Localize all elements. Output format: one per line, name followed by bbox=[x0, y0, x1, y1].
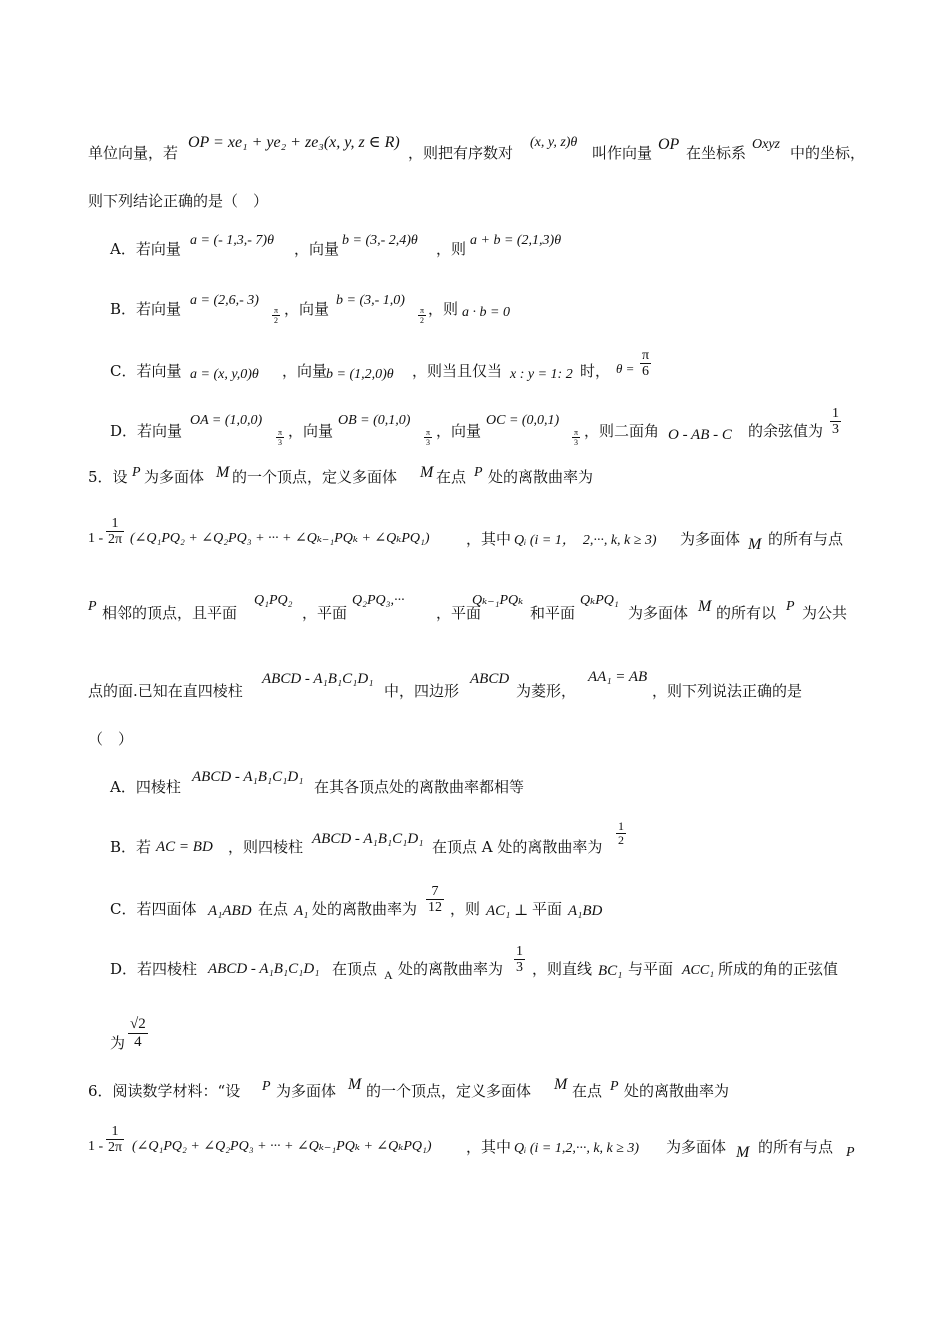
q6-text-1e: 处的离散曲率为 bbox=[624, 1082, 730, 1100]
q5-c-plane: A₁BD bbox=[568, 903, 603, 919]
q5-d-text-5: 所成的角的正弦值 bbox=[718, 960, 839, 978]
q4-b-mid2: ，则 bbox=[428, 300, 459, 318]
intro-text-2: ，则把有序数对 bbox=[408, 144, 514, 162]
intro-text-1: 单位向量，若 bbox=[88, 144, 179, 162]
q4-b-label: B．若向量 bbox=[110, 300, 182, 318]
q5-plane-4: QₖPQ₁ bbox=[580, 593, 619, 608]
q4-b-vector-a: a = (2,6,- 3) bbox=[190, 293, 259, 308]
q5-text-3g: 为公共 bbox=[802, 604, 848, 622]
q5-d-frac: $\frac{1}{3}$ bbox=[516, 944, 523, 975]
q5-d-text-2: 处的离散曲率为 bbox=[398, 960, 504, 978]
q5-b-text-1: ，则四棱柱 bbox=[228, 838, 304, 856]
q5-p-3: P bbox=[88, 599, 97, 614]
q6-formula-frac: $\frac{1}{2\pi}$ bbox=[108, 1124, 123, 1155]
q5-p-2: P bbox=[474, 465, 483, 480]
q5-b-prism: ABCD - A₁B₁C₁D₁ bbox=[312, 831, 424, 847]
q5-a-prism: ABCD - A₁B₁C₁D₁ bbox=[192, 769, 304, 785]
q5-text-3d: 和平面 bbox=[530, 604, 576, 622]
q5-c-text-2: 处的离散曲率为 bbox=[312, 900, 418, 918]
intro-text-4: 在坐标系 bbox=[686, 144, 747, 162]
q4-c-theta: θ = bbox=[616, 361, 635, 376]
q4-a-result: a + b = (2,1,3)θ bbox=[470, 233, 562, 248]
q5-c-point: A₁ bbox=[294, 903, 309, 919]
q5-b-text-2: 在顶点 A 处的离散曲率为 bbox=[432, 838, 603, 856]
q4-d-sub-frac-oc: $\frac{\pi}{3}$ bbox=[574, 428, 579, 447]
q5-d-bc1: BC₁ bbox=[598, 963, 623, 979]
q5-c-text-4: 平面 bbox=[532, 900, 563, 918]
q5-d-prism: ABCD - A₁B₁C₁D₁ bbox=[208, 961, 320, 977]
q4-d-oc: OC = (0,0,1) bbox=[486, 413, 560, 428]
q5-formula-frac: $\frac{1}{2\pi}$ bbox=[108, 516, 123, 547]
q6-m-2: M bbox=[554, 1076, 568, 1093]
q4-d-oa: OA = (1,0,0) bbox=[190, 413, 263, 428]
q5-text-3a: 相邻的顶点，且平面 bbox=[102, 604, 238, 622]
q5-text-4c: 为菱形， bbox=[516, 682, 577, 700]
q5-plane-1: Q₁PQ₂ bbox=[254, 593, 293, 608]
q4-d-sub-frac-ob: $\frac{\pi}{3}$ bbox=[426, 428, 431, 447]
q5-text-4a: 点的面.已知在直四棱柱 bbox=[88, 682, 243, 700]
q5-d-text-3: ，则直线 bbox=[532, 960, 593, 978]
q4-d-dihedral-angle: O - AB - C bbox=[668, 427, 732, 443]
q5-m-3: M bbox=[748, 536, 762, 553]
q4-b-sub-frac-b: $\frac{\pi}{2}$ bbox=[420, 306, 425, 325]
q5-text-3f: 的所有以 bbox=[716, 604, 777, 622]
q4-b-result: a · b = 0 bbox=[462, 305, 510, 320]
q5-d-text-4: 与平面 bbox=[628, 960, 674, 978]
q4-c-vector-a: a = (x, y,0)θ bbox=[190, 367, 259, 382]
q4-a-mid2: ，则 bbox=[436, 240, 467, 258]
q4-d-mid4: 的余弦值为 bbox=[748, 422, 824, 440]
q5-text-4b: 中，四边形 bbox=[384, 682, 460, 700]
q5-d-acc1: ACC₁ bbox=[682, 963, 715, 978]
q5-text-3b: ，平面 bbox=[302, 604, 348, 622]
intro-oxyz: Oxyz bbox=[752, 137, 780, 152]
q5-p: P bbox=[132, 465, 141, 480]
q4-c-condition: x : y = 1: 2 bbox=[510, 367, 573, 382]
q4-d-mid: ，向量 bbox=[288, 422, 334, 440]
q5-d-label: D．若四棱柱 bbox=[110, 960, 198, 978]
q4-d-sub-frac-oa: $\frac{\pi}{3}$ bbox=[278, 428, 283, 447]
q5-aa1: AA₁ = AB bbox=[588, 669, 648, 685]
q5-m-2: M bbox=[420, 464, 434, 481]
q5-c-frac: $\frac{7}{12}$ bbox=[428, 884, 442, 915]
q5-abcd: ABCD bbox=[470, 671, 510, 687]
q5-formula-one: 1 - bbox=[88, 531, 104, 546]
q6-text-2b: ，其中 bbox=[466, 1138, 512, 1156]
q4-a-mid: ，向量 bbox=[294, 240, 340, 258]
q4-d-mid2: ，向量 bbox=[436, 422, 482, 440]
q6-number: 6．阅读数学材料：“设 bbox=[88, 1082, 241, 1100]
q5-text-1b: 为多面体 bbox=[144, 468, 205, 486]
q5-qi: Qᵢ (i = 1， 2,···, k, k ≥ 3) bbox=[514, 533, 657, 548]
q6-p-2: P bbox=[610, 1079, 619, 1094]
intro-op-expression: OP = xe₁ + ye₂ + ze₃(x, y, z ∈ R) bbox=[188, 134, 400, 151]
q5-c-text-3: ，则 bbox=[450, 900, 481, 918]
q4-d-mid3: ，则二面角 bbox=[584, 422, 660, 440]
q6-text-2c: 为多面体 bbox=[666, 1138, 727, 1156]
q5-m: M bbox=[216, 464, 230, 481]
q5-number: 5．设 bbox=[88, 468, 128, 486]
intro-text-5: 中的坐标， bbox=[790, 144, 866, 162]
intro-question: 则下列结论正确的是（ ） bbox=[88, 192, 269, 210]
intro-tuple: (x, y, z)θ bbox=[530, 135, 578, 150]
q5-d-point: A bbox=[384, 968, 393, 982]
q6-text-1c: 的一个顶点，定义多面体 bbox=[366, 1082, 532, 1100]
q4-a-vector-b: b = (3,- 2,4)θ bbox=[342, 233, 418, 248]
q6-formula-one: 1 - bbox=[88, 1139, 104, 1154]
q4-c-mid: ，向量 bbox=[282, 362, 328, 380]
q5-text-2d: 的所有与点 bbox=[768, 530, 844, 548]
q5-text-4d: ，则下列说法正确的是 bbox=[652, 682, 803, 700]
q6-p-3: P bbox=[846, 1145, 855, 1160]
q4-a-label: A．若向量 bbox=[110, 240, 181, 258]
q5-text-3e: 为多面体 bbox=[628, 604, 689, 622]
q5-c-ac1: AC₁ ⊥ bbox=[486, 903, 529, 919]
q6-qi: Qᵢ (i = 1,2,···, k, k ≥ 3) bbox=[514, 1141, 640, 1156]
q4-d-ob: OB = (0,1,0) bbox=[338, 413, 411, 428]
q4-a-vector-a: a = (- 1,3,- 7)θ bbox=[190, 233, 274, 248]
q6-m: M bbox=[348, 1076, 362, 1093]
q5-b-frac: $\frac{1}{2}$ bbox=[618, 819, 624, 847]
q5-prism: ABCD - A₁B₁C₁D₁ bbox=[262, 671, 374, 687]
intro-text-3: 叫作向量 bbox=[592, 144, 653, 162]
q6-text-2d: 的所有与点 bbox=[758, 1138, 834, 1156]
q5-d-text-1: 在顶点 bbox=[332, 960, 378, 978]
q4-b-sub-frac-a: $\frac{\pi}{2}$ bbox=[274, 306, 279, 325]
q5-p-4: P bbox=[786, 599, 795, 614]
q5-b-label: B．若 bbox=[110, 838, 152, 856]
q5-text-2b: ，其中 bbox=[466, 530, 512, 548]
q4-c-frac: $\frac{\pi}{6}$ bbox=[642, 348, 650, 379]
q6-text-1d: 在点 bbox=[572, 1082, 603, 1100]
q4-d-label: D．若向量 bbox=[110, 422, 183, 440]
q5-c-text-1: 在点 bbox=[258, 900, 289, 918]
q4-c-mid3: 时， bbox=[580, 362, 611, 380]
q6-m-3: M bbox=[736, 1144, 750, 1161]
q5-plane-3: Qₖ₋₁PQₖ bbox=[472, 593, 524, 608]
q4-b-mid: ，向量 bbox=[284, 300, 330, 318]
q5-formula-body: (∠Q₁PQ₂ + ∠Q₂PQ₃ + ··· + ∠Qₖ₋₁PQₖ + ∠QₖPQ₁) bbox=[130, 531, 430, 546]
q6-text-1b: 为多面体 bbox=[276, 1082, 337, 1100]
q5-plane-2: Q₂PQ₃,··· bbox=[352, 593, 405, 608]
q5-d-text-6: 为 bbox=[110, 1034, 126, 1052]
q5-text-1c: 的一个顶点，定义多面体 bbox=[232, 468, 398, 486]
q5-paren: （ ） bbox=[88, 730, 134, 748]
q6-p: P bbox=[262, 1079, 271, 1094]
q4-d-frac: $\frac{1}{3}$ bbox=[832, 406, 839, 437]
q4-c-vector-b: b = (1,2,0)θ bbox=[326, 367, 394, 382]
intro-op: OP bbox=[658, 136, 680, 153]
q5-text-3c: ，平面 bbox=[436, 604, 482, 622]
q5-a-text: 在其各顶点处的离散曲率都相等 bbox=[314, 778, 525, 796]
q5-text-2c: 为多面体 bbox=[680, 530, 741, 548]
q5-c-label: C．若四面体 bbox=[110, 900, 197, 918]
q5-text-1e: 处的离散曲率为 bbox=[488, 468, 594, 486]
q5-c-tetrahedron: A₁ABD bbox=[208, 903, 252, 919]
q4-c-mid2: ，则当且仅当 bbox=[412, 362, 503, 380]
q5-b-condition: AC = BD bbox=[156, 839, 213, 855]
q5-text-1d: 在点 bbox=[436, 468, 467, 486]
q6-formula-body: (∠Q₁PQ₂ + ∠Q₂PQ₃ + ··· + ∠Qₖ₋₁PQₖ + ∠QₖPQ₁) bbox=[132, 1139, 432, 1154]
q4-c-label: C．若向量 bbox=[110, 362, 182, 380]
q4-b-vector-b: b = (3,- 1,0) bbox=[336, 293, 405, 308]
q5-a-label: A．四棱柱 bbox=[110, 778, 181, 796]
q5-d-answer-frac: $\frac{√2}{4}$ bbox=[130, 1016, 146, 1050]
q5-m-4: M bbox=[698, 598, 712, 615]
